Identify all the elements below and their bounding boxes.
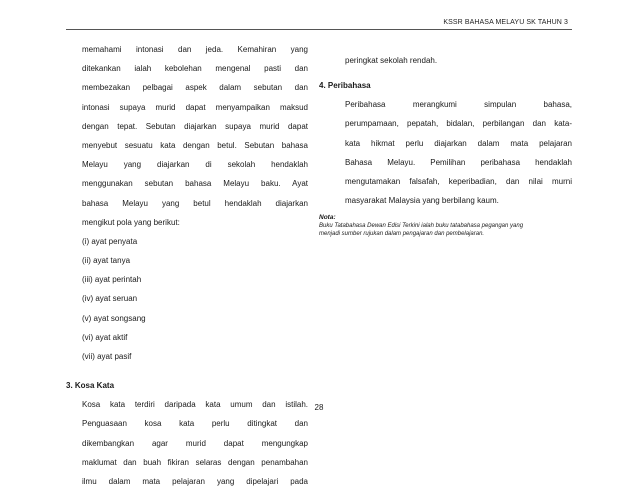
paragraph-line: dengan tepat. Sebutan diajarkan supaya murid dapat xyxy=(82,121,308,131)
paragraph-line: menyebut sesuatu kata dengan betul. Sebutan bahasa xyxy=(82,140,308,150)
paragraph-line: ditekankan ialah kebolehan mengenal pasti dan xyxy=(82,64,308,74)
paragraph-line: masyarakat Malaysia yang berbilang kaum. xyxy=(345,196,499,206)
header-title: KSSR BAHASA MELAYU SK TAHUN 3 xyxy=(443,19,568,26)
paragraph-line: Bahasa Melayu. Pemilihan peribahasa hendaklah xyxy=(345,157,572,167)
list-item: (ii) ayat tanya xyxy=(82,256,131,266)
list-item: (v) ayat songsang xyxy=(82,313,146,323)
list-item: (vii) ayat pasif xyxy=(82,352,132,361)
right-column xyxy=(319,51,572,238)
note-line: Buku Tatabahasa Dewan Edisi Terkini ialah buku tatabahasa pegangan yang xyxy=(319,223,524,230)
note-title: Nota: xyxy=(319,214,336,222)
list-item: (iv) ayat seruan xyxy=(82,294,138,304)
paragraph-line: mengikut pola yang berikut: xyxy=(82,217,180,227)
paragraph-line: mengutamakan falsafah, keperibadian, dan nilai murni xyxy=(345,176,572,186)
paragraph-line: Melayu yang diajarkan di sekolah hendaklah xyxy=(82,160,308,170)
paragraph-line: peringkat sekolah rendah. xyxy=(345,56,438,65)
paragraph-line: intonasi supaya murid dapat menyampaikan maksud xyxy=(82,102,308,112)
list-item: (i) ayat penyata xyxy=(82,236,138,246)
paragraph-line: perumpamaan, pepatah, bidalan, perbilangan dan kata- xyxy=(345,119,572,129)
section-heading: 4. Peribahasa xyxy=(319,81,371,91)
left-column xyxy=(66,40,308,491)
paragraph-line: maklumat dan buah fikiran selaras dengan penambahan xyxy=(82,457,308,467)
paragraph-line: menggunakan sebutan bahasa Melayu baku. Ayat xyxy=(82,179,308,189)
paragraph-line: memahami intonasi dan jeda. Kemahiran yang xyxy=(82,45,308,54)
header-rule xyxy=(66,29,572,30)
list-item: (vi) ayat aktif xyxy=(82,332,128,342)
paragraph-line: Penguasaan kosa kata perlu ditingkat dan xyxy=(82,419,308,429)
section-heading: 3. Kosa Kata xyxy=(66,381,115,391)
page-number: 28 xyxy=(314,403,324,412)
paragraph-line: ilmu dalam mata pelajaran yang dipelajari pada xyxy=(82,476,308,486)
paragraph-line: membezakan pelbagai aspek dalam sebutan dan xyxy=(82,83,308,93)
note-line: menjadi sumber rujukan dalam pengajaran dan pembelajaran. xyxy=(319,231,485,238)
list-item: (iii) ayat perintah xyxy=(82,275,142,285)
paragraph-line: dikembangkan agar murid dapat mengungkap xyxy=(82,438,308,448)
paragraph-line: bahasa Melayu yang betul hendaklah diajarkan xyxy=(82,198,308,208)
paragraph-line: Kosa kata terdiri daripada kata umum dan istilah. xyxy=(82,400,308,410)
paragraph-line: Peribahasa merangkumi simpulan bahasa, xyxy=(345,100,572,110)
paragraph-line: kata hikmat perlu diajarkan dalam mata pelajaran xyxy=(345,138,572,148)
